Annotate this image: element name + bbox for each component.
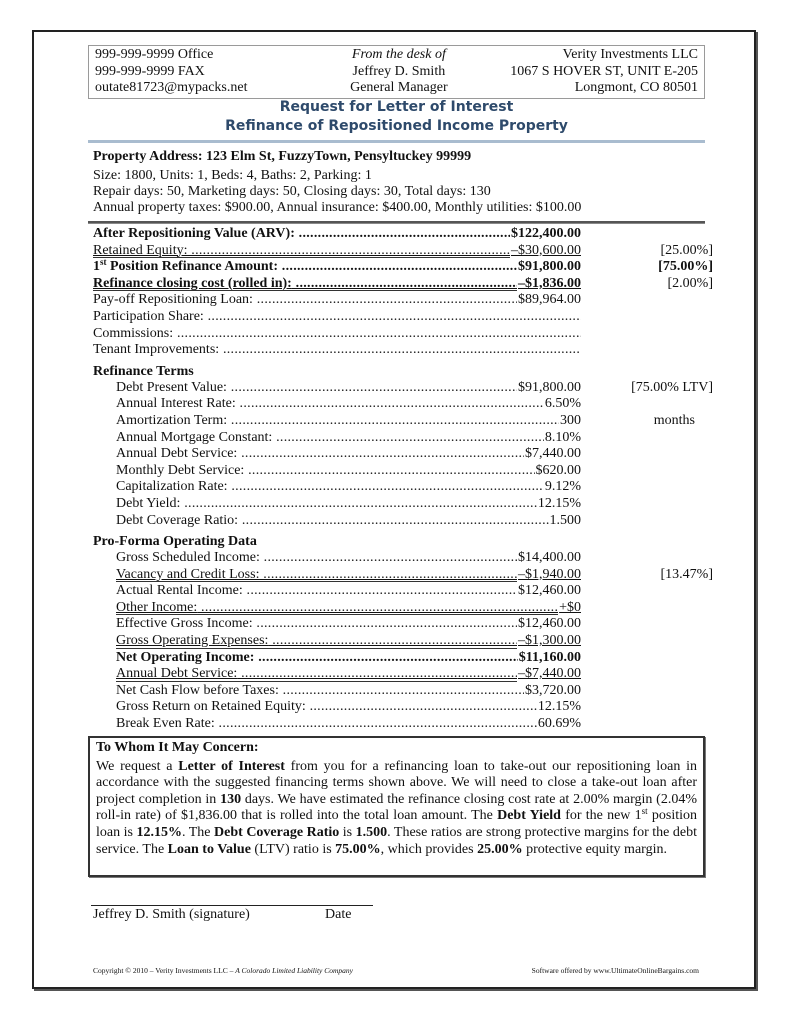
terms-row bbox=[93, 479, 713, 496]
from-desk-label: From the desk of bbox=[351, 47, 446, 62]
row-label: Effective Gross Income: bbox=[116, 616, 253, 632]
emphasis: Letter of Interest bbox=[178, 758, 285, 774]
letter-body-box bbox=[88, 736, 705, 877]
row-value: –$1,940.00 bbox=[518, 566, 581, 582]
row-label: Refinance closing cost (rolled in): bbox=[93, 275, 292, 291]
section-divider bbox=[88, 221, 705, 224]
terms-row bbox=[93, 380, 713, 397]
terms-row bbox=[93, 496, 713, 513]
row-value: $11,160.00 bbox=[518, 649, 581, 665]
document-title bbox=[88, 98, 705, 136]
row-value: –$1,300.00 bbox=[518, 633, 581, 649]
row-note: [13.47%] bbox=[660, 566, 713, 582]
copyright bbox=[93, 966, 353, 975]
property-days: Repair days: 50, Marketing days: 50, Closing days: 30, Total days: 130 bbox=[93, 184, 491, 199]
pro-forma-row bbox=[93, 550, 713, 567]
row-label: Other Income: bbox=[116, 599, 198, 615]
title-line-2: Refinance of Repositioned Income Property bbox=[225, 118, 568, 134]
salutation: To Whom It May Concern: bbox=[96, 740, 259, 755]
contact-info bbox=[95, 47, 247, 98]
row-label-ordinal: 1 bbox=[93, 259, 100, 275]
row-value: 12.15% bbox=[537, 495, 581, 511]
row-label: Vacancy and Credit Loss: bbox=[116, 566, 260, 582]
text: from you for a refinancing loan to take-out our repositioning loan in accordance with the suggested financing terms shown above. We will need to close a take-out loan after project completion in bbox=[96, 758, 698, 807]
row-note: months bbox=[653, 412, 695, 428]
row-label: Net Cash Flow before Taxes: bbox=[116, 682, 279, 698]
letter-paragraph bbox=[96, 759, 697, 859]
emphasis: 75.00% bbox=[335, 841, 381, 857]
emphasis: 12.15% bbox=[136, 824, 182, 840]
property-details: Size: 1800, Units: 1, Beds: 4, Baths: 2, Parking: 1 bbox=[93, 168, 372, 183]
sender-info bbox=[350, 47, 448, 98]
text: is bbox=[339, 824, 356, 840]
row-label: Tenant Improvements: bbox=[93, 342, 220, 358]
row-value: $91,800.00 bbox=[518, 259, 581, 275]
row-label: Annual Debt Service: bbox=[116, 446, 238, 462]
sender-name: Jeffrey D. Smith bbox=[352, 63, 446, 79]
emphasis: 1.500 bbox=[355, 824, 388, 840]
company-info bbox=[510, 47, 698, 98]
row-note: [2.00%] bbox=[667, 275, 713, 291]
emphasis: 130 bbox=[220, 791, 242, 807]
summary-row-retained-equity bbox=[93, 243, 713, 260]
fax-number: 999-999-9999 FAX bbox=[95, 63, 205, 79]
signature-label: Jeffrey D. Smith (signature) bbox=[93, 907, 250, 922]
copyright-text: Copyright © 2010 – Verity Investments LLC – bbox=[93, 966, 236, 975]
text: for the new 1 bbox=[560, 808, 642, 824]
summary-row-commissions bbox=[93, 326, 713, 343]
email-address: outate81723@mypacks.net bbox=[95, 80, 248, 95]
row-label: Position Refinance Amount: bbox=[106, 259, 278, 275]
row-value: 9.12% bbox=[544, 479, 581, 495]
terms-row bbox=[93, 396, 713, 413]
summary-row-closing-cost bbox=[93, 276, 713, 293]
text: . The bbox=[181, 824, 215, 840]
company-street: 1067 S HOVER ST, UNIT E-205 bbox=[510, 63, 698, 79]
row-label: Capitalization Rate: bbox=[116, 479, 228, 495]
property-info bbox=[93, 149, 705, 216]
company-city: Longmont, CO 80501 bbox=[574, 80, 698, 95]
text: protective equity margin. bbox=[522, 841, 667, 857]
row-value: $3,720.00 bbox=[525, 682, 581, 698]
terms-row bbox=[93, 430, 713, 447]
pro-forma-row bbox=[93, 699, 713, 716]
row-label: After Repositioning Value (ARV): bbox=[93, 226, 295, 241]
emphasis: Debt Yield bbox=[497, 808, 561, 824]
date-label: Date bbox=[325, 907, 352, 922]
summary-row-participation bbox=[93, 309, 713, 326]
row-value: $89,964.00 bbox=[518, 292, 581, 308]
ordinal-suffix: st bbox=[100, 259, 107, 268]
terms-row bbox=[93, 413, 713, 430]
financial-summary bbox=[93, 226, 713, 733]
row-label: Net Operating Income: bbox=[116, 649, 255, 665]
row-label: Debt Coverage Ratio: bbox=[116, 512, 239, 528]
company-type: A Colorado Limited Liability Company bbox=[235, 966, 354, 975]
emphasis: Debt Coverage Ratio bbox=[214, 824, 340, 840]
row-value: 1.500 bbox=[549, 512, 581, 528]
terms-row bbox=[93, 446, 713, 463]
pro-forma-row-noi bbox=[93, 650, 713, 667]
row-note: [25.00%] bbox=[660, 242, 713, 258]
row-label: Participation Share: bbox=[93, 308, 204, 324]
row-value: $620.00 bbox=[535, 462, 581, 478]
text: position loan is bbox=[96, 808, 697, 840]
letterhead bbox=[88, 45, 705, 99]
row-label: Retained Equity: bbox=[93, 242, 188, 258]
pro-forma-row bbox=[93, 666, 713, 683]
footer bbox=[93, 966, 699, 975]
text: . These ratios are strong protective margins for the debt service. The bbox=[96, 824, 697, 857]
sender-title: General Manager bbox=[350, 80, 448, 95]
row-value: $7,440.00 bbox=[525, 446, 581, 462]
office-phone: 999-999-9999 Office bbox=[95, 47, 214, 62]
row-value: 300 bbox=[560, 412, 581, 428]
row-label: Annual Interest Rate: bbox=[116, 396, 236, 412]
emphasis: Loan to Value bbox=[167, 841, 251, 857]
row-value: 8.10% bbox=[544, 429, 581, 445]
row-label: Amortization Term: bbox=[116, 412, 228, 428]
row-label: Actual Rental Income: bbox=[116, 583, 243, 599]
row-value: –$1,836.00 bbox=[518, 275, 581, 291]
row-value: 60.69% bbox=[537, 716, 581, 732]
row-label: Pay-off Repositioning Loan: bbox=[93, 292, 253, 308]
pro-forma-row bbox=[93, 567, 713, 584]
pro-forma-row bbox=[93, 583, 713, 600]
row-value: $12,460.00 bbox=[518, 616, 581, 632]
title-divider bbox=[88, 140, 705, 143]
row-value: –$30,600.00 bbox=[511, 242, 581, 258]
property-address: Property Address: 123 Elm St, FuzzyTown, Pensyltuckey 99999 bbox=[93, 149, 472, 164]
summary-row-refinance-amount bbox=[93, 259, 713, 276]
row-label: Debt Present Value: bbox=[116, 379, 227, 395]
ordinal-suffix: st bbox=[641, 806, 648, 817]
row-label: Annual Debt Service: bbox=[116, 666, 238, 682]
row-value: $12,460.00 bbox=[518, 583, 581, 599]
row-value: $14,400.00 bbox=[518, 550, 581, 566]
row-value: $122,400.00 bbox=[511, 226, 581, 241]
pro-forma-row bbox=[93, 633, 713, 650]
section-heading-refinance-terms: Refinance Terms bbox=[93, 363, 194, 379]
row-label: Debt Yield: bbox=[116, 495, 181, 511]
row-label: Gross Scheduled Income: bbox=[116, 550, 260, 566]
summary-row-arv bbox=[93, 226, 713, 243]
row-label: Gross Return on Retained Equity: bbox=[116, 699, 306, 715]
row-value: $91,800.00 bbox=[518, 379, 581, 395]
row-value: 12.15% bbox=[537, 699, 581, 715]
summary-row-payoff bbox=[93, 292, 713, 309]
row-note: [75.00% LTV] bbox=[631, 379, 713, 395]
terms-row bbox=[93, 513, 713, 530]
pro-forma-row bbox=[93, 600, 713, 617]
pro-forma-row bbox=[93, 616, 713, 633]
text: days. We have estimated the refinance closing cost rate at 2.00% margin (2.04% roll-in rate) of $1,836.00 that is rolled into the total loan amount. The bbox=[96, 791, 697, 824]
section-heading-pro-forma: Pro-Forma Operating Data bbox=[93, 534, 257, 550]
pro-forma-row bbox=[93, 716, 713, 733]
signature-line[interactable] bbox=[91, 905, 373, 906]
pro-forma-row bbox=[93, 683, 713, 700]
row-label: Gross Operating Expenses: bbox=[116, 633, 269, 649]
text: , which provides bbox=[380, 841, 478, 857]
row-value: +$0 bbox=[559, 599, 581, 615]
text: (LTV) ratio is bbox=[250, 841, 336, 857]
property-costs: Annual property taxes: $900.00, Annual insurance: $400.00, Monthly utilities: $100.00 bbox=[93, 200, 582, 215]
row-label: Commissions: bbox=[93, 325, 174, 341]
terms-row bbox=[93, 463, 713, 480]
summary-row-tenant-improvements bbox=[93, 342, 713, 359]
row-label: Break Even Rate: bbox=[116, 716, 215, 732]
row-value: –$7,440.00 bbox=[518, 666, 581, 682]
row-label: Annual Mortgage Constant: bbox=[116, 429, 273, 445]
company-name: Verity Investments LLC bbox=[562, 47, 698, 62]
row-note: [75.00%] bbox=[658, 259, 713, 275]
title-line-1: Request for Letter of Interest bbox=[279, 99, 514, 115]
row-label: Monthly Debt Service: bbox=[116, 462, 245, 478]
software-credit: Software offered by www.UltimateOnlineBargains.com bbox=[531, 966, 699, 975]
row-value: 6.50% bbox=[544, 396, 581, 412]
emphasis: 25.00% bbox=[477, 841, 523, 857]
text: We request a bbox=[96, 758, 179, 774]
